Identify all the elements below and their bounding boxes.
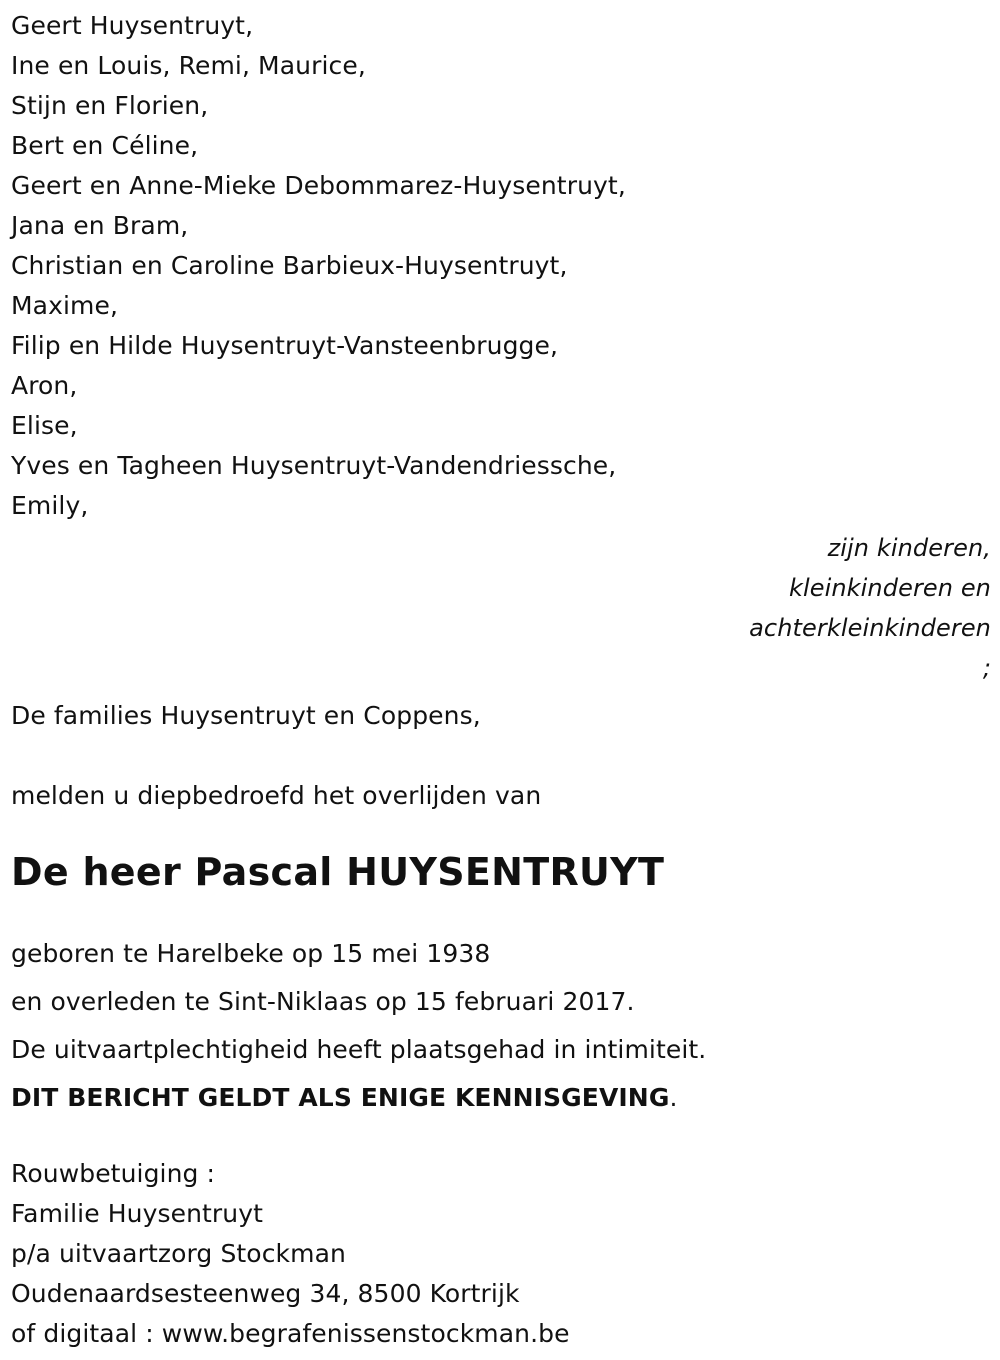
contact-block	[11, 1154, 991, 1354]
notice-line	[11, 1074, 991, 1122]
contact-line: Oudenaardsesteenweg 34, 8500 Kortrijk	[11, 1279, 520, 1308]
relation-block	[11, 528, 991, 688]
funeral-line: De uitvaartplechtigheid heeft plaatsgehad in intimiteit.	[11, 1035, 707, 1064]
contact-line: Familie Huysentruyt	[11, 1199, 264, 1228]
family-line: Yves en Tagheen Huysentruyt-Vandendriessche,	[11, 451, 617, 480]
relation-line: ;	[982, 654, 991, 682]
family-line: Geert en Anne-Mieke Debommarez-Huysentruyt,	[11, 171, 626, 200]
family-list	[11, 6, 991, 526]
notice-bold-text: DIT BERICHT GELDT ALS ENIGE KENNISGEVING	[11, 1083, 670, 1112]
family-line: Elise,	[11, 411, 78, 440]
notice-period: .	[669, 1083, 678, 1112]
family-line: Ine en Louis, Remi, Maurice,	[11, 51, 366, 80]
family-line: Emily,	[11, 491, 89, 520]
death-line: en overleden te Sint-Niklaas op 15 februari 2017.	[11, 987, 635, 1016]
family-line: Christian en Caroline Barbieux-Huysentruyt,	[11, 251, 568, 280]
family-line: Bert en Céline,	[11, 131, 199, 160]
family-line: Geert Huysentruyt,	[11, 11, 254, 40]
family-line: Filip en Hilde Huysentruyt-Vansteenbrugge,	[11, 331, 559, 360]
contact-line: of digitaal : www.begrafenissenstockman.be	[11, 1319, 570, 1348]
deceased-name: De heer Pascal HUYSENTRUYT	[11, 850, 665, 894]
relation-line: zijn kinderen,	[827, 534, 991, 562]
birth-line: geboren te Harelbeke op 15 mei 1938	[11, 939, 491, 968]
dates-block	[11, 930, 991, 1122]
announcement-line: melden u diepbedroefd het overlijden van	[11, 781, 542, 810]
contact-line: Rouwbetuiging :	[11, 1159, 216, 1188]
relation-line: achterkleinkinderen	[749, 614, 991, 642]
family-line: Stijn en Florien,	[11, 91, 209, 120]
obituary-notice	[11, 0, 991, 1354]
family-line: Jana en Bram,	[11, 211, 189, 240]
family-line: Maxime,	[11, 291, 119, 320]
contact-line: p/a uitvaartzorg Stockman	[11, 1239, 346, 1268]
families-line: De families Huysentruyt en Coppens,	[11, 701, 481, 730]
family-line: Aron,	[11, 371, 78, 400]
relation-line: kleinkinderen en	[788, 574, 991, 602]
